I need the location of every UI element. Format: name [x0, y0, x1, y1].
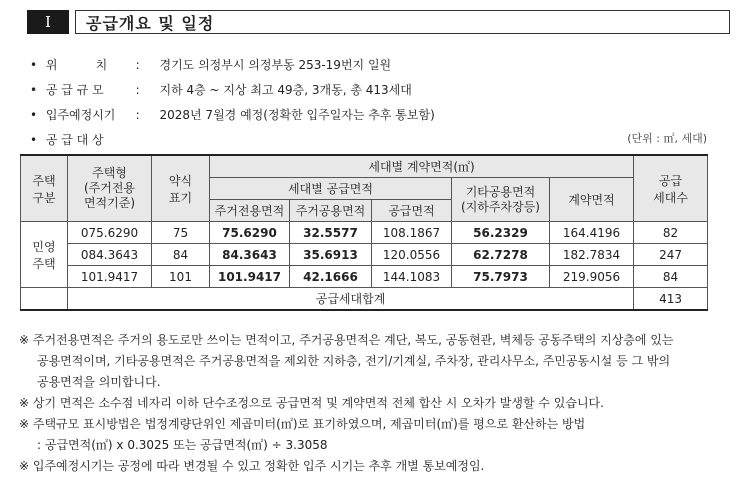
contract-cell: 164.4196 [550, 222, 634, 244]
header-units: 공급 세대수 [634, 155, 708, 222]
bullet: • [30, 83, 38, 97]
info-label: 공 급 규 모 [45, 83, 104, 97]
common-cell: 32.5577 [290, 222, 372, 244]
other-cell: 56.2329 [452, 222, 550, 244]
header-common: 주거공용면적 [290, 200, 372, 222]
note-line: ※ 상기 면적은 소수점 네자리 이하 단수조정으로 공급면적 및 계약면적 전체 합산 시 오차가 발생할 수 있습니다. [19, 396, 604, 410]
abbr-cell: 84 [152, 244, 210, 266]
header-supply: 공급면적 [372, 200, 452, 222]
type-cell: 민영 주택 [21, 222, 68, 288]
model-cell: 084.3643 [68, 244, 152, 266]
bullet: • [30, 58, 38, 72]
bullet: • [30, 133, 38, 147]
info-label: 입주예정시기 [45, 108, 116, 122]
table-row [21, 222, 708, 244]
footnotes [19, 330, 719, 477]
supply-cell: 108.1867 [372, 222, 452, 244]
header-model: 주택형 (주거전용 면적기준) [68, 155, 152, 222]
section-number: I [27, 10, 69, 34]
section-title: 공급개요 및 일정 [75, 10, 730, 34]
model-cell: 101.9417 [68, 266, 152, 288]
note-line: 공용면적을 의미합니다. [37, 375, 161, 389]
info-scale: • 공 급 규 모 : 지하 4층 ~ 지상 최고 49층, 3개동, 총 413세대 [30, 83, 412, 97]
bullet: • [30, 108, 38, 122]
units-cell: 82 [634, 222, 708, 244]
header-contract: 계약면적 [550, 178, 634, 222]
info-supply-target [30, 131, 132, 148]
info-label: 위 치 [45, 58, 108, 72]
units-cell: 84 [634, 266, 708, 288]
common-cell: 42.1666 [290, 266, 372, 288]
contract-cell: 182.7834 [550, 244, 634, 266]
table-row [21, 244, 708, 266]
other-cell: 62.7278 [452, 244, 550, 266]
supply-table [20, 154, 708, 311]
common-cell: 35.6913 [290, 244, 372, 266]
info-location: • 위 치 : 경기도 의정부시 의정부동 253-19번지 일원 [30, 58, 392, 72]
note-line: ※ 주택규모 표시방법은 법정계량단위인 제곱미터(㎡)로 표기하였으며, 제곱미터(㎡)를 평으로 환산하는 방법 [19, 417, 586, 431]
header-supply-group: 세대별 공급면적 [210, 178, 452, 200]
info-label: 공 급 대 상 [45, 133, 104, 147]
header-exclusive: 주거전용면적 [210, 200, 290, 222]
other-cell: 75.7973 [452, 266, 550, 288]
table-row [21, 266, 708, 288]
unit-note: (단위 : ㎡, 세대) [627, 132, 707, 145]
info-move-in: • 입주예정시기 : 2028년 7월경 예정(정확한 입주일자는 추후 통보함) [30, 108, 435, 122]
abbr-cell: 75 [152, 222, 210, 244]
total-label: 공급세대합계 [68, 288, 634, 311]
info-value: 지하 4층 ~ 지상 최고 49층, 3개동, 총 413세대 [159, 83, 412, 97]
exclusive-cell: 75.6290 [210, 222, 290, 244]
note-line: : 공급면적(㎡) x 0.3025 또는 공급면적(㎡) ÷ 3.3058 [37, 438, 328, 452]
info-value: 경기도 의정부시 의정부동 253-19번지 일원 [159, 58, 392, 72]
total-units: 413 [634, 288, 708, 311]
units-cell: 247 [634, 244, 708, 266]
model-cell: 075.6290 [68, 222, 152, 244]
header-abbr: 약식 표기 [152, 155, 210, 222]
note-line: ※ 주거전용면적은 주거의 용도로만 쓰이는 면적이고, 주거공용면적은 계단, 복도, 공동현관, 벽체등 공동주택의 지상층에 있는 [19, 333, 674, 347]
exclusive-cell: 101.9417 [210, 266, 290, 288]
supply-cell: 144.1083 [372, 266, 452, 288]
note-line: 공용면적이며, 기타공용면적은 주거공용면적을 제외한 지하층, 전기/기계실, 주차장, 관리사무소, 주민공동시설 등 그 밖의 [37, 354, 671, 368]
info-value: 2028년 7월경 예정(정확한 입주일자는 추후 통보함) [159, 108, 435, 122]
section-header [27, 10, 730, 34]
header-other: 기타공용면적 (지하주차장등) [452, 178, 550, 222]
contract-cell: 219.9056 [550, 266, 634, 288]
note-line: ※ 입주예정시기는 공정에 따라 변경될 수 있고 정확한 입주 시기는 추후 개별 통보예정임. [19, 459, 485, 473]
header-contract-group: 세대별 계약면적(㎡) [210, 155, 634, 178]
total-row [21, 288, 708, 311]
abbr-cell: 101 [152, 266, 210, 288]
supply-cell: 120.0556 [372, 244, 452, 266]
header-type: 주택 구분 [21, 155, 68, 222]
exclusive-cell: 84.3643 [210, 244, 290, 266]
